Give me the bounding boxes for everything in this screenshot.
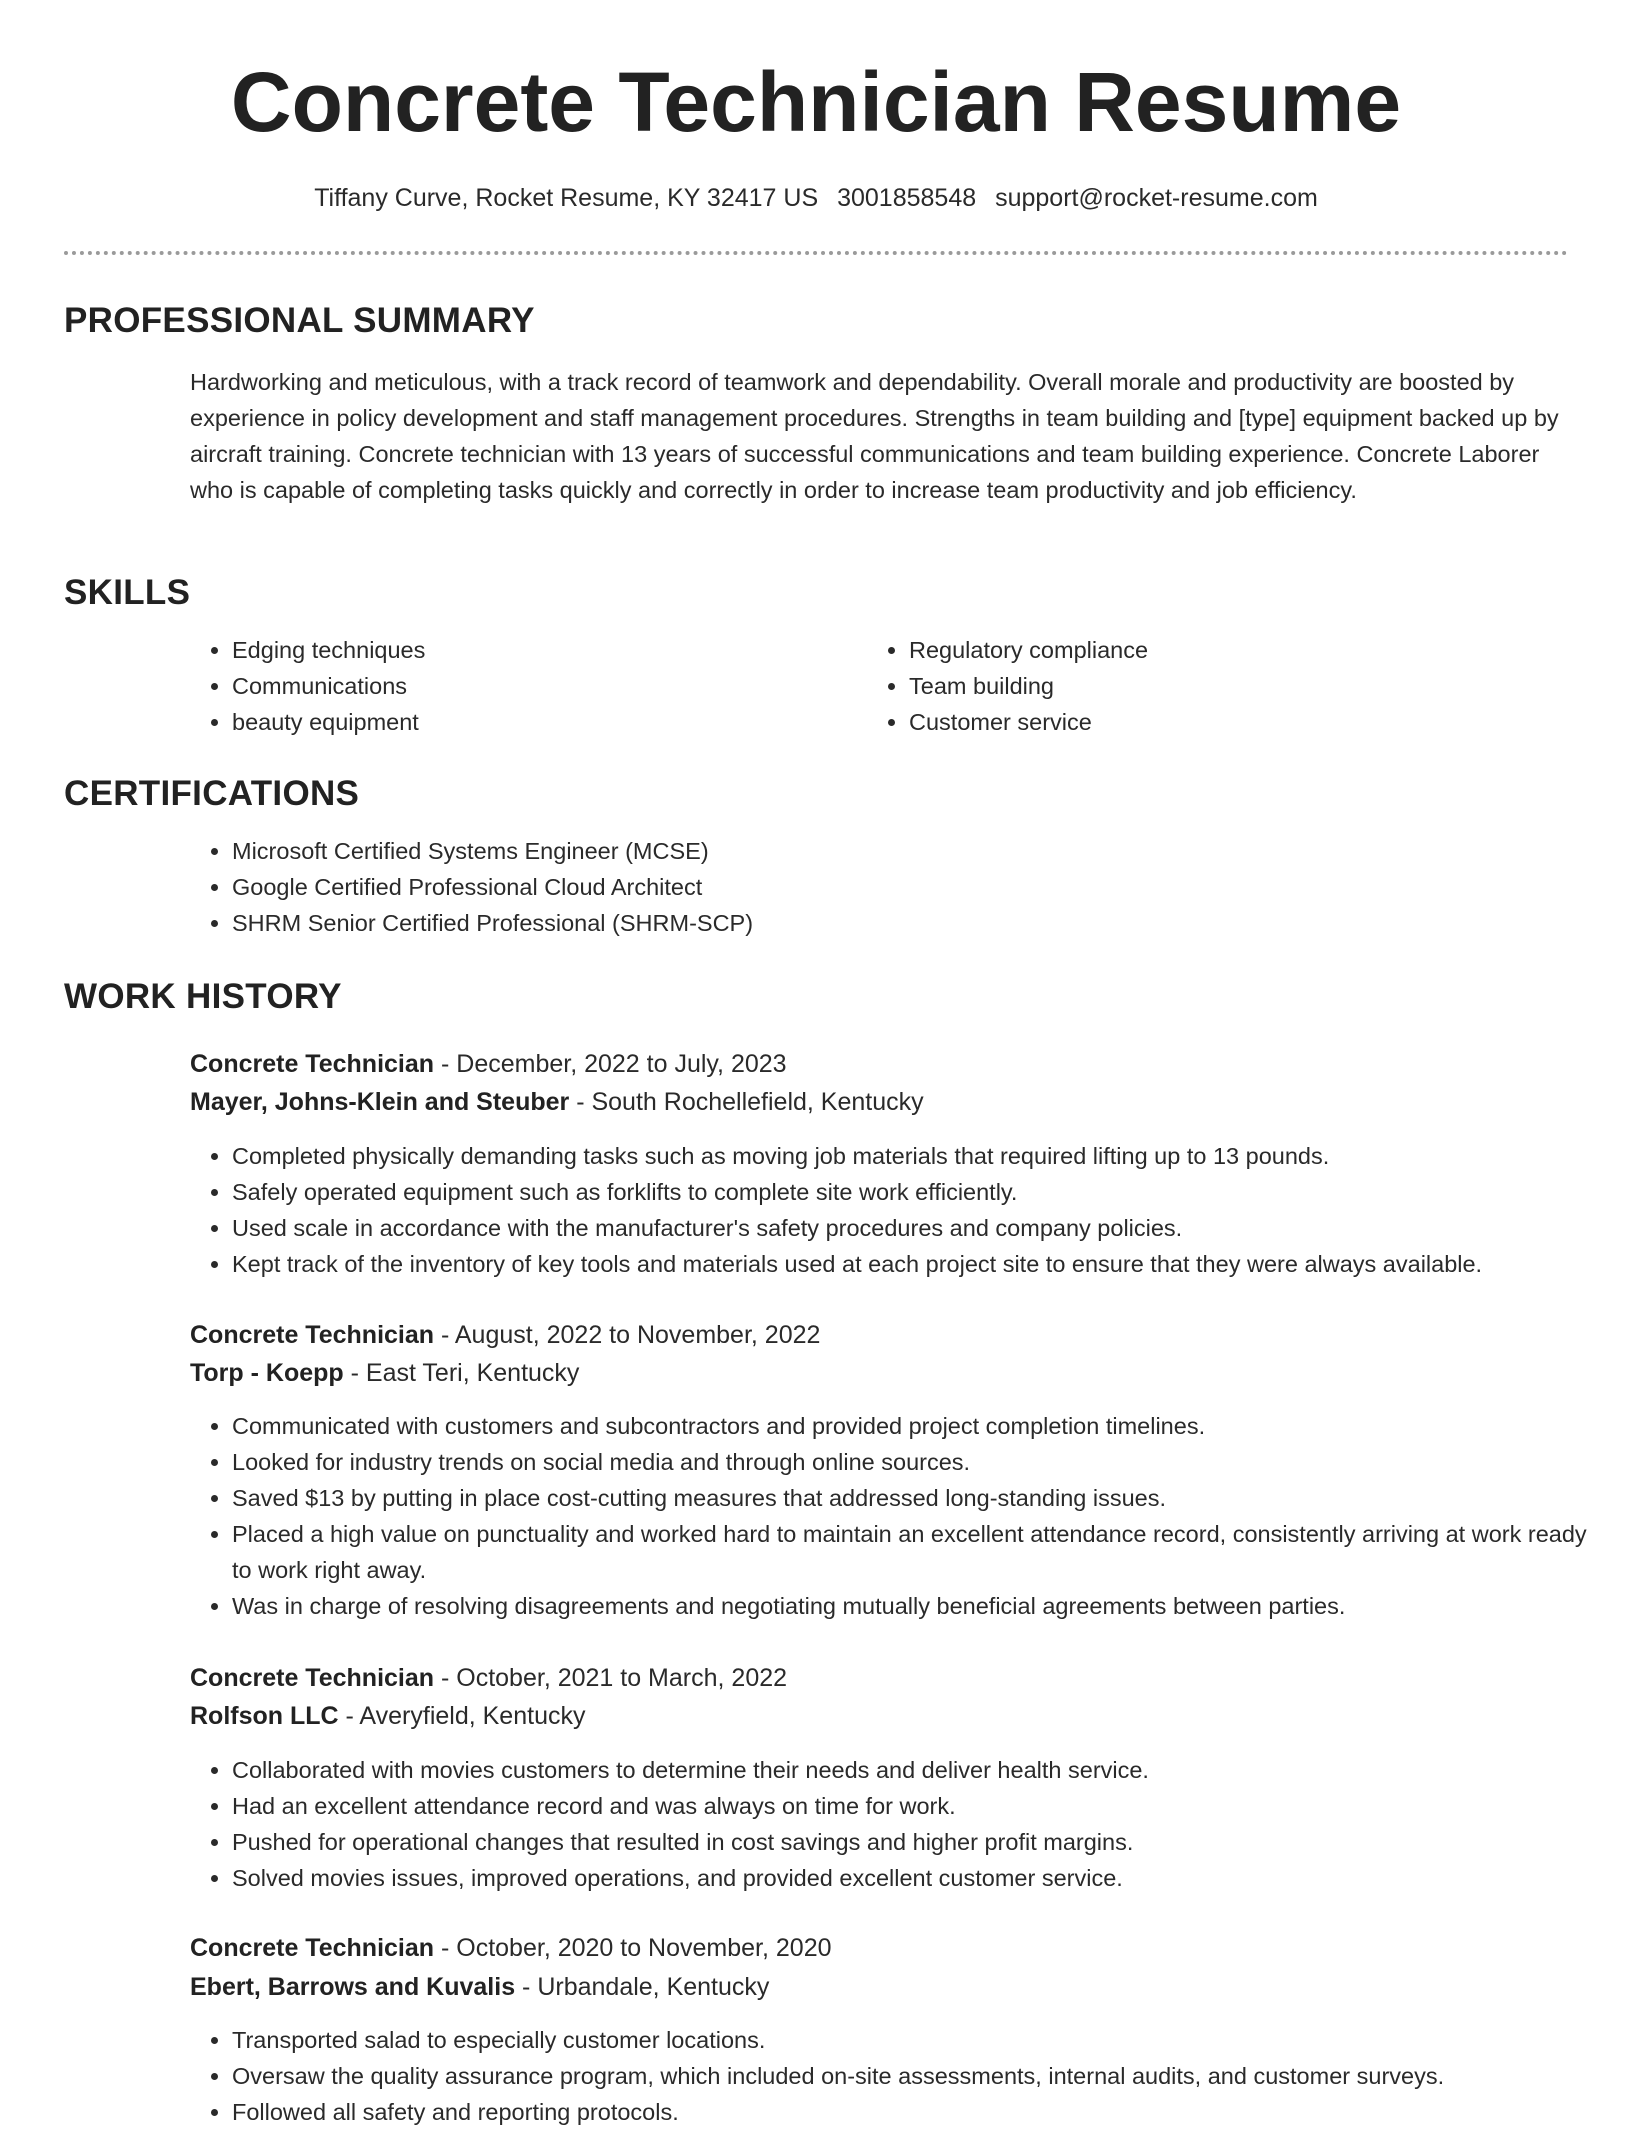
section-heading-work-history: WORK HISTORY (64, 977, 342, 1016)
job-dates: - October, 2020 to November, 2020 (434, 1934, 832, 1962)
job-title: Concrete Technician (190, 1321, 435, 1349)
job-title: Concrete Technician (190, 1050, 435, 1078)
skills-list-right (865, 632, 1559, 740)
job-company: Torp - Koepp (190, 1359, 344, 1387)
job-dates: - August, 2022 to November, 2022 (434, 1321, 821, 1349)
job-dates: - October, 2021 to March, 2022 (434, 1664, 788, 1692)
list-item: • Edging techniques (232, 632, 832, 668)
job-dates: - December, 2022 to July, 2023 (434, 1050, 787, 1078)
header-divider (64, 251, 1568, 255)
list-item: • Customer service (909, 704, 1559, 740)
list-item: • Communications (232, 668, 832, 704)
job-title: Concrete Technician (190, 1664, 435, 1692)
list-item: • Looked for industry trends on social media and through online sources. (232, 1444, 1602, 1480)
certifications-list (188, 833, 1592, 941)
job-bullets (188, 1752, 1632, 1896)
list-item: • Safely operated equipment such as forklifts to complete site work efficiently. (232, 1174, 1632, 1210)
section-heading-certifications: CERTIFICATIONS (64, 774, 360, 813)
resume-title: Concrete Technician Resume (230, 55, 1402, 149)
job-company-line (190, 1697, 585, 1735)
list-item: • Was in charge of resolving disagreements and negotiating mutually beneficial agreements between parties. (232, 1588, 1602, 1624)
list-item: • Collaborated with movies customers to determine their needs and deliver health service. (232, 1752, 1632, 1788)
job-company-line (190, 1968, 769, 2006)
job-location: - South Rochellefield, Kentucky (569, 1088, 924, 1116)
job-bullets (188, 1138, 1632, 1282)
list-item: • Solved movies issues, improved operations, and provided excellent customer service. (232, 1860, 1632, 1896)
job-title-line (190, 1929, 832, 1967)
job-company-line (190, 1354, 579, 1392)
list-item: • Used scale in accordance with the manufacturer's safety procedures and company policies. (232, 1210, 1632, 1246)
job-company-line (190, 1083, 924, 1121)
summary-text: Hardworking and meticulous, with a track record of teamwork and dependability. Overall morale and productivity are boosted by experience in policy development and staff management procedures. Strengths in team building and [type] equipment backed up by aircraft training. Concrete technician with 13 years of successful communications and team building experience. Concrete Laborer who is capable of completing tasks quickly and correctly in order to increase team productivity and job efficiency. (190, 369, 1559, 503)
list-item: • Completed physically demanding tasks such as moving job materials that required lifting up to 13 pounds. (232, 1138, 1632, 1174)
job-bullets (188, 2022, 1632, 2130)
contact-address: Tiffany Curve, Rocket Resume, KY 32417 US (314, 184, 819, 212)
list-item: • Microsoft Certified Systems Engineer (MCSE) (232, 833, 1592, 869)
job-title: Concrete Technician (190, 1934, 435, 1962)
list-item: • Placed a high value on punctuality and worked hard to maintain an excellent attendance record, consistently arriving at work ready to work right away. (232, 1516, 1602, 1588)
contact-phone: 3001858548 (837, 184, 977, 212)
list-item: • Transported salad to especially customer locations. (232, 2022, 1632, 2058)
job-bullets (188, 1408, 1602, 1624)
list-item: • beauty equipment (232, 704, 832, 740)
section-heading-skills: SKILLS (64, 573, 191, 612)
list-item: • Communicated with customers and subcontractors and provided project completion timelines. (232, 1408, 1602, 1444)
list-item: • Team building (909, 668, 1559, 704)
job-company: Ebert, Barrows and Kuvalis (190, 1973, 516, 2001)
list-item: • Followed all safety and reporting protocols. (232, 2094, 1632, 2130)
job-title-line (190, 1316, 820, 1354)
list-item: • Saved $13 by putting in place cost-cutting measures that addressed long-standing issues. (232, 1480, 1602, 1516)
list-item: • Oversaw the quality assurance program, which included on-site assessments, internal audits, and customer surveys. (232, 2058, 1632, 2094)
job-title-line (190, 1045, 787, 1083)
job-location: - Averyfield, Kentucky (338, 1702, 586, 1730)
list-item: • Had an excellent attendance record and was always on time for work. (232, 1788, 1632, 1824)
job-title-line (190, 1659, 787, 1697)
list-item: • Kept track of the inventory of key tools and materials used at each project site to ensure that they were always available. (232, 1246, 1632, 1282)
list-item: • SHRM Senior Certified Professional (SHRM-SCP) (232, 905, 1592, 941)
list-item: • Google Certified Professional Cloud Architect (232, 869, 1592, 905)
job-location: - East Teri, Kentucky (343, 1359, 580, 1387)
job-company: Mayer, Johns-Klein and Steuber (190, 1088, 570, 1116)
contact-email[interactable]: support@rocket-resume.com (995, 184, 1318, 212)
contact-line (0, 180, 1632, 216)
list-item: • Regulatory compliance (909, 632, 1559, 668)
list-item: • Pushed for operational changes that resulted in cost savings and higher profit margins. (232, 1824, 1632, 1860)
job-location: - Urbandale, Kentucky (515, 1973, 770, 2001)
job-company: Rolfson LLC (190, 1702, 339, 1730)
skills-list-left (188, 632, 832, 740)
section-heading-summary: PROFESSIONAL SUMMARY (64, 301, 535, 340)
